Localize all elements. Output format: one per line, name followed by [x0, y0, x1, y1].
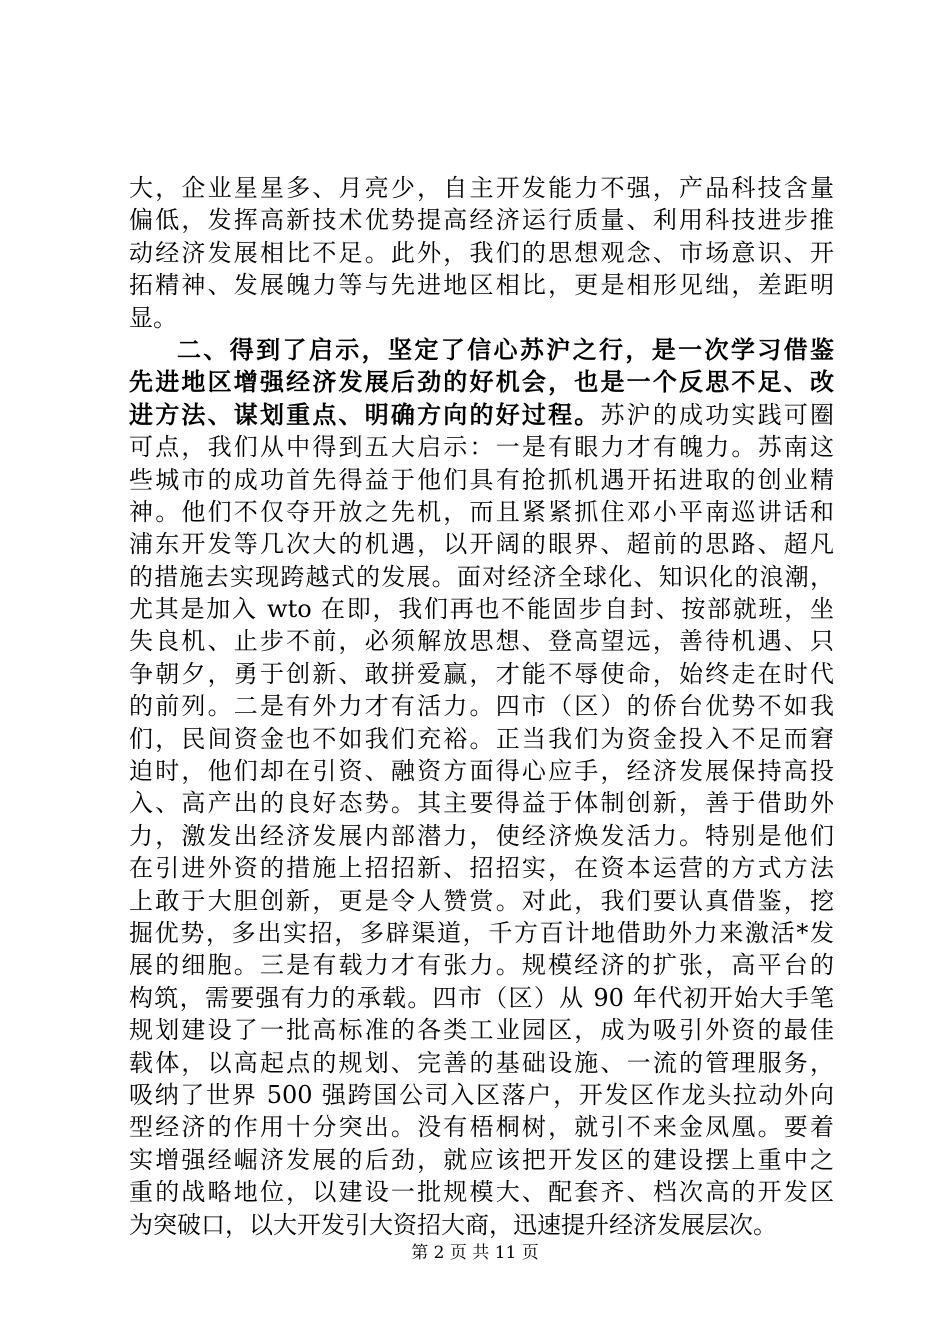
text-line: 吸纳了世界 500 强跨国公司入区落户，开发区作龙头拉动外向: [129, 1080, 834, 1109]
text-line: 们，民间资金也不如我们充裕。正当我们为资金投入不足而窘: [129, 724, 834, 753]
text-line: 在引进外资的措施上招招新、招招实，在资本运营的方式方法: [129, 854, 834, 883]
text-line: 些城市的成功首先得益于他们具有抢抓机遇开拓进取的创业精: [129, 465, 834, 494]
text-line: 的前列。二是有外力才有活力。四市（区）的侨台优势不如我: [129, 692, 834, 721]
text-line: 的措施去实现跨越式的发展。面对经济全球化、知识化的浪潮，: [129, 562, 834, 591]
text-line: 实增强经崛济发展的后劲，就应该把开发区的建设摆上重中之: [129, 1145, 834, 1174]
body-text: 苏沪的成功实践可圈: [600, 400, 834, 429]
text-line: 争朝夕，勇于创新、敢拼爱赢，才能不辱使命，始终走在时代: [129, 659, 834, 688]
text-line: 失良机、止步不前，必须解放思想、登高望远，善待机遇、只: [129, 627, 834, 656]
text-line: 重的战略地位，以建设一批规模大、配套齐、档次高的开发区: [129, 1178, 834, 1207]
text-line: 浦东开发等几次大的机遇，以开阔的眼界、超前的思路、超凡: [129, 530, 834, 559]
text-line: 神。他们不仅夺开放之先机，而且紧紧抓住邓小平南巡讲话和: [129, 497, 834, 526]
section-heading-text: 进方法、谋划重点、明确方向的好过程。: [129, 399, 601, 429]
text-line: 入、高产出的良好态势。其主要得益于体制创新，善于借助外: [129, 789, 834, 818]
text-line: 为突破口，以大开发引大资招大商，迅速提升经济发展层次。: [129, 1210, 777, 1239]
mixed-text-line: [129, 399, 834, 431]
section-heading-line: [129, 334, 834, 366]
text-line: 显。: [129, 303, 177, 332]
section-heading-text: 二、得到了启示，坚定了信心苏沪之行，是一次学习借鉴: [177, 334, 834, 364]
text-line: 掘优势，多出实招，多辟渠道，千方百计地借助外力来激活*发: [129, 918, 834, 947]
document-body: [129, 172, 834, 1241]
text-line: 型经济的作用十分突出。没有梧桐树，就引不来金凤凰。要着: [129, 1113, 834, 1142]
page-number-footer: 第 2 页 共 11 页: [411, 1243, 539, 1263]
text-line: 大，企业星星多、月亮少，自主开发能力不强，产品科技含量: [129, 174, 834, 202]
section-heading-text: 先进地区增强经济发展后劲的好机会，也是一个反思不足、改: [129, 367, 834, 397]
section-heading-line: [129, 366, 834, 398]
text-line: 力，激发出经济发展内部潜力，使经济焕发活力。特别是他们: [129, 821, 834, 850]
text-line: 上敢于大胆创新，更是令人赞赏。对此，我们要认真借鉴，挖: [129, 886, 834, 915]
text-line: 偏低，发挥高新技术优势提高经济运行质量、利用科技进步推: [129, 206, 834, 235]
text-line: 迫时，他们却在引资、融资方面得心应手，经济发展保持高投: [129, 757, 834, 786]
text-line: 动经济发展相比不足。此外，我们的思想观念、市场意识、开: [129, 238, 834, 267]
text-line: 可点，我们从中得到五大启示：一是有眼力才有魄力。苏南这: [129, 433, 834, 462]
text-line: 展的细胞。三是有载力才有张力。规模经济的扩张，高平台的: [129, 951, 834, 980]
text-line: 拓精神、发展魄力等与先进地区相比，更是相形见绌，差距明: [129, 271, 834, 300]
text-line: 尤其是加入 wto 在即，我们再也不能固步自封、按部就班，坐: [129, 595, 834, 624]
text-line: 构筑，需要强有力的承载。四市（区）从 90 年代初开始大手笔: [129, 983, 834, 1012]
text-line: 规划建设了一批高标准的各类工业园区，成为吸引外资的最佳: [129, 1016, 834, 1045]
text-line: 载体，以高起点的规划、完善的基础设施、一流的管理服务，: [129, 1048, 834, 1077]
